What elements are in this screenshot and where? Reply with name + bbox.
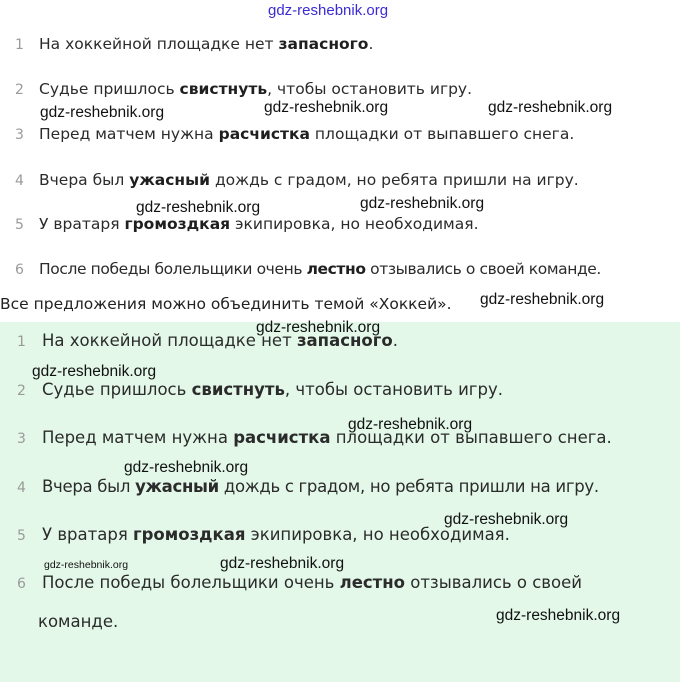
list-item	[17, 525, 510, 544]
sentence: Перед матчем нужна расчистка площадки от выпавшего снега.	[42, 428, 612, 447]
watermark: gdz-reshebnik.org	[40, 104, 165, 121]
item-number: 6	[17, 576, 26, 592]
sentence: У вратаря громоздкая экипировка, но необходимая.	[42, 525, 510, 544]
item-number: 1	[15, 37, 24, 53]
sentence: После победы болельщики очень лестно отзывались о своей команде.	[39, 260, 601, 278]
highlighted-word: громоздкая	[133, 525, 246, 544]
item-number: 5	[15, 217, 24, 233]
watermark: gdz-reshebnik.org	[264, 99, 389, 116]
highlighted-word: лестно	[339, 573, 405, 592]
watermark: gdz-reshebnik.org	[32, 363, 157, 380]
highlighted-word: запасного	[296, 331, 393, 350]
item-number: 1	[17, 334, 26, 350]
watermark: gdz-reshebnik.org	[360, 195, 485, 212]
sentence: На хоккейной площадке нет запасного.	[39, 35, 374, 53]
highlighted-word: расчистка	[233, 428, 331, 447]
summary-text: Все предложения можно объединить темой «Хоккей».	[0, 295, 452, 313]
watermark-small: gdz-reshebnik.org	[44, 559, 129, 571]
list-item	[15, 79, 472, 98]
list-item	[17, 380, 503, 399]
watermark: gdz-reshebnik.org	[256, 319, 381, 336]
item-number: 6	[15, 262, 24, 278]
item-number: 2	[17, 383, 26, 399]
list-item	[17, 477, 599, 496]
watermark: gdz-reshebnik.org	[444, 511, 569, 528]
highlighted-word: лестно	[306, 260, 366, 278]
watermark: gdz-reshebnik.org	[496, 607, 621, 624]
sentence: Вчера был ужасный дождь с градом, но ребята пришли на игру.	[42, 477, 599, 496]
watermark: gdz-reshebnik.org	[124, 459, 249, 476]
sentence: У вратаря громоздкая экипировка, но необходимая.	[39, 215, 479, 233]
list-item	[15, 124, 574, 143]
highlighted-word: запасного	[278, 35, 369, 53]
highlighted-word: громоздкая	[124, 215, 231, 233]
list-item	[17, 573, 582, 592]
highlighted-word: свистнуть	[179, 80, 268, 98]
item-number: 3	[17, 431, 26, 447]
sentence-continuation: команде.	[38, 612, 119, 631]
sentence: Судье пришлось свистнуть, чтобы остановить игру.	[39, 80, 473, 98]
watermark: gdz-reshebnik.org	[220, 555, 345, 572]
sentence: Вчера был ужасный дождь с градом, но ребята пришли на игру.	[39, 171, 579, 189]
item-number: 3	[15, 127, 24, 143]
watermark: gdz-reshebnik.org	[480, 291, 605, 308]
highlighted-word: ужасный	[129, 171, 211, 189]
highlighted-word: свистнуть	[191, 380, 285, 399]
list-item	[17, 428, 612, 447]
item-number: 4	[17, 480, 26, 496]
list-item	[15, 34, 373, 53]
sentence: После победы болельщики очень лестно отзывались о своей	[42, 573, 582, 592]
watermark: gdz-reshebnik.org	[348, 416, 473, 433]
watermark-top: gdz-reshebnik.org	[268, 2, 389, 19]
sentence: Перед матчем нужна расчистка площадки от выпавшего снега.	[39, 125, 575, 143]
item-number: 2	[15, 82, 24, 98]
watermark: gdz-reshebnik.org	[488, 99, 613, 116]
list-item	[15, 170, 579, 189]
watermark: gdz-reshebnik.org	[136, 199, 261, 216]
list-item	[15, 259, 601, 278]
item-number: 4	[15, 173, 24, 189]
item-number: 5	[17, 528, 26, 544]
sentence: На хоккейной площадке нет запасного.	[42, 331, 398, 350]
sentence: Судье пришлось свистнуть, чтобы остановить игру.	[42, 380, 503, 399]
highlighted-word: расчистка	[218, 125, 310, 143]
highlighted-word: ужасный	[135, 477, 219, 496]
